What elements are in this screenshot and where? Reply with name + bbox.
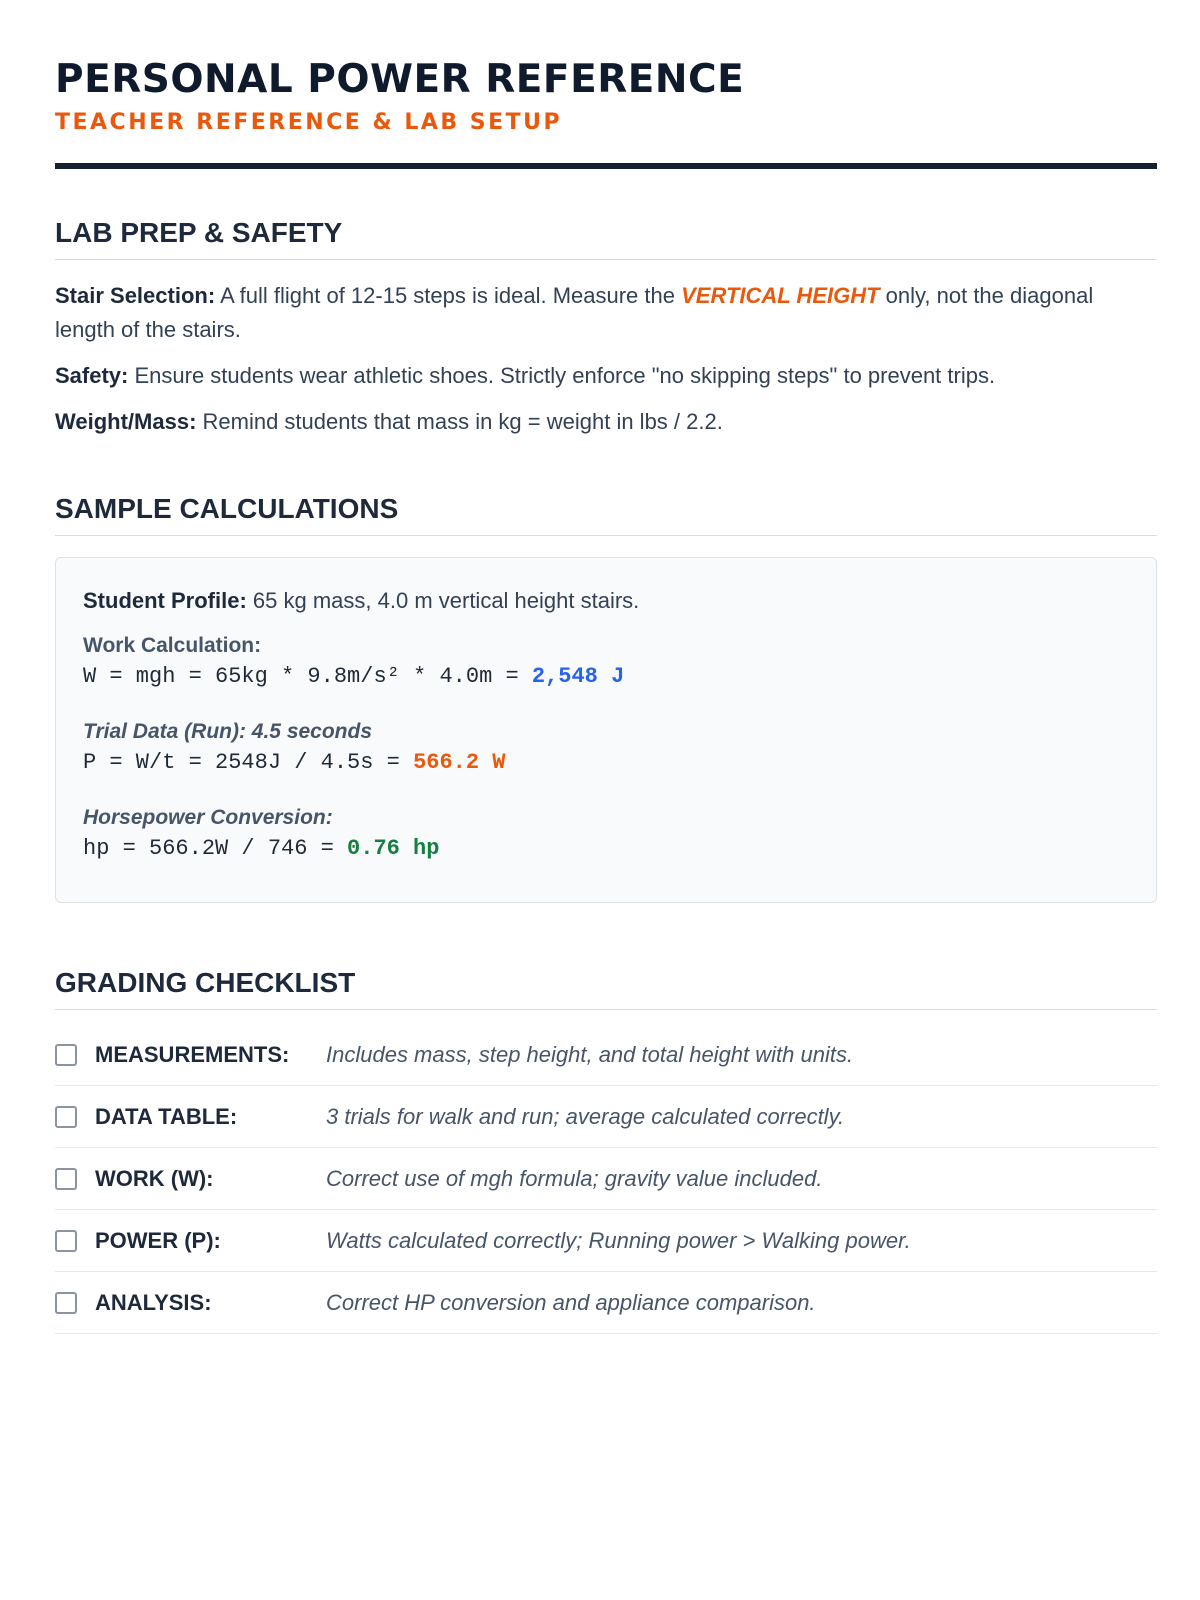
lab-prep-heading: LAB PREP & SAFETY: [55, 215, 1157, 260]
checklist-item-description: 3 trials for walk and run; average calculated correctly.: [326, 1103, 845, 1129]
sample-calculations-heading: SAMPLE CALCULATIONS: [55, 491, 1157, 536]
stair-selection-text: A full flight of 12-15 steps is ideal. Measure the: [220, 283, 675, 308]
checklist-item-label: MEASUREMENTS:: [95, 1041, 290, 1067]
title-divider: [55, 163, 1157, 169]
checklist-item-description: Correct HP conversion and appliance comparison.: [326, 1289, 816, 1315]
checklist-item-label: POWER (P):: [95, 1227, 221, 1253]
checkbox[interactable]: [55, 1168, 77, 1190]
work-result: 2,548 J: [531, 664, 625, 689]
stair-selection-note: [55, 279, 1157, 347]
power-formula: P = W/t = 2548J / 4.5s =: [83, 750, 414, 775]
stair-selection-text-end: only, not the diagonal length of the stairs.: [55, 283, 1094, 342]
checkbox[interactable]: [55, 1044, 77, 1066]
page-title: PERSONAL POWER REFERENCE: [55, 57, 745, 102]
checklist-item-label: WORK (W):: [95, 1165, 214, 1191]
checklist-item-power: [55, 1210, 1157, 1272]
page-subtitle: TEACHER REFERENCE & LAB SETUP: [55, 110, 563, 135]
checklist-item-data-table: [55, 1086, 1157, 1148]
power-formula-line: [83, 747, 1129, 779]
checklist-item-work: [55, 1148, 1157, 1210]
trial-data-label: Trial Data (Run): 4.5 seconds: [83, 720, 373, 743]
work-calculation-label: Work Calculation:: [83, 634, 262, 657]
checklist-item-label: ANALYSIS:: [95, 1289, 212, 1315]
mass-note: [55, 405, 1157, 439]
checkbox[interactable]: [55, 1292, 77, 1314]
grading-checklist: [55, 1024, 1157, 1334]
hp-formula: hp = 566.2W / 746 =: [83, 836, 348, 861]
student-profile: [83, 584, 1129, 618]
checklist-item-measurements: [55, 1024, 1157, 1086]
grading-checklist-heading: GRADING CHECKLIST: [55, 965, 1157, 1010]
student-profile-text: 65 kg mass, 4.0 m vertical height stairs.: [252, 588, 640, 613]
safety-text: Ensure students wear athletic shoes. Strictly enforce "no skipping steps" to prevent trips.: [134, 363, 996, 388]
vertical-height-highlight: VERTICAL HEIGHT: [681, 283, 880, 308]
reference-sheet: [55, 50, 1157, 1334]
checklist-item-description: Watts calculated correctly; Running power > Walking power.: [326, 1227, 911, 1253]
stair-selection-label: Stair Selection:: [55, 283, 216, 308]
student-profile-label: Student Profile:: [83, 588, 247, 613]
safety-label: Safety:: [55, 363, 129, 388]
checklist-item-label: DATA TABLE:: [95, 1103, 238, 1129]
sample-calculations-box: [55, 557, 1157, 903]
work-formula: W = mgh = 65kg * 9.8m/s² * 4.0m =: [83, 664, 532, 689]
safety-note: [55, 359, 1157, 393]
power-result: 566.2 W: [413, 750, 506, 775]
hp-result: 0.76 hp: [347, 836, 440, 861]
checklist-item-analysis: [55, 1272, 1157, 1334]
horsepower-conversion-label: Horsepower Conversion:: [83, 806, 333, 829]
work-formula-line: [83, 661, 1129, 693]
mass-text: Remind students that mass in kg = weight in lbs / 2.2.: [202, 409, 723, 434]
checkbox[interactable]: [55, 1106, 77, 1128]
checkbox[interactable]: [55, 1230, 77, 1252]
hp-formula-line: [83, 833, 1129, 865]
checklist-item-description: Includes mass, step height, and total height with units.: [326, 1041, 854, 1067]
checklist-item-description: Correct use of mgh formula; gravity value included.: [326, 1165, 823, 1191]
mass-label: Weight/Mass:: [55, 409, 197, 434]
